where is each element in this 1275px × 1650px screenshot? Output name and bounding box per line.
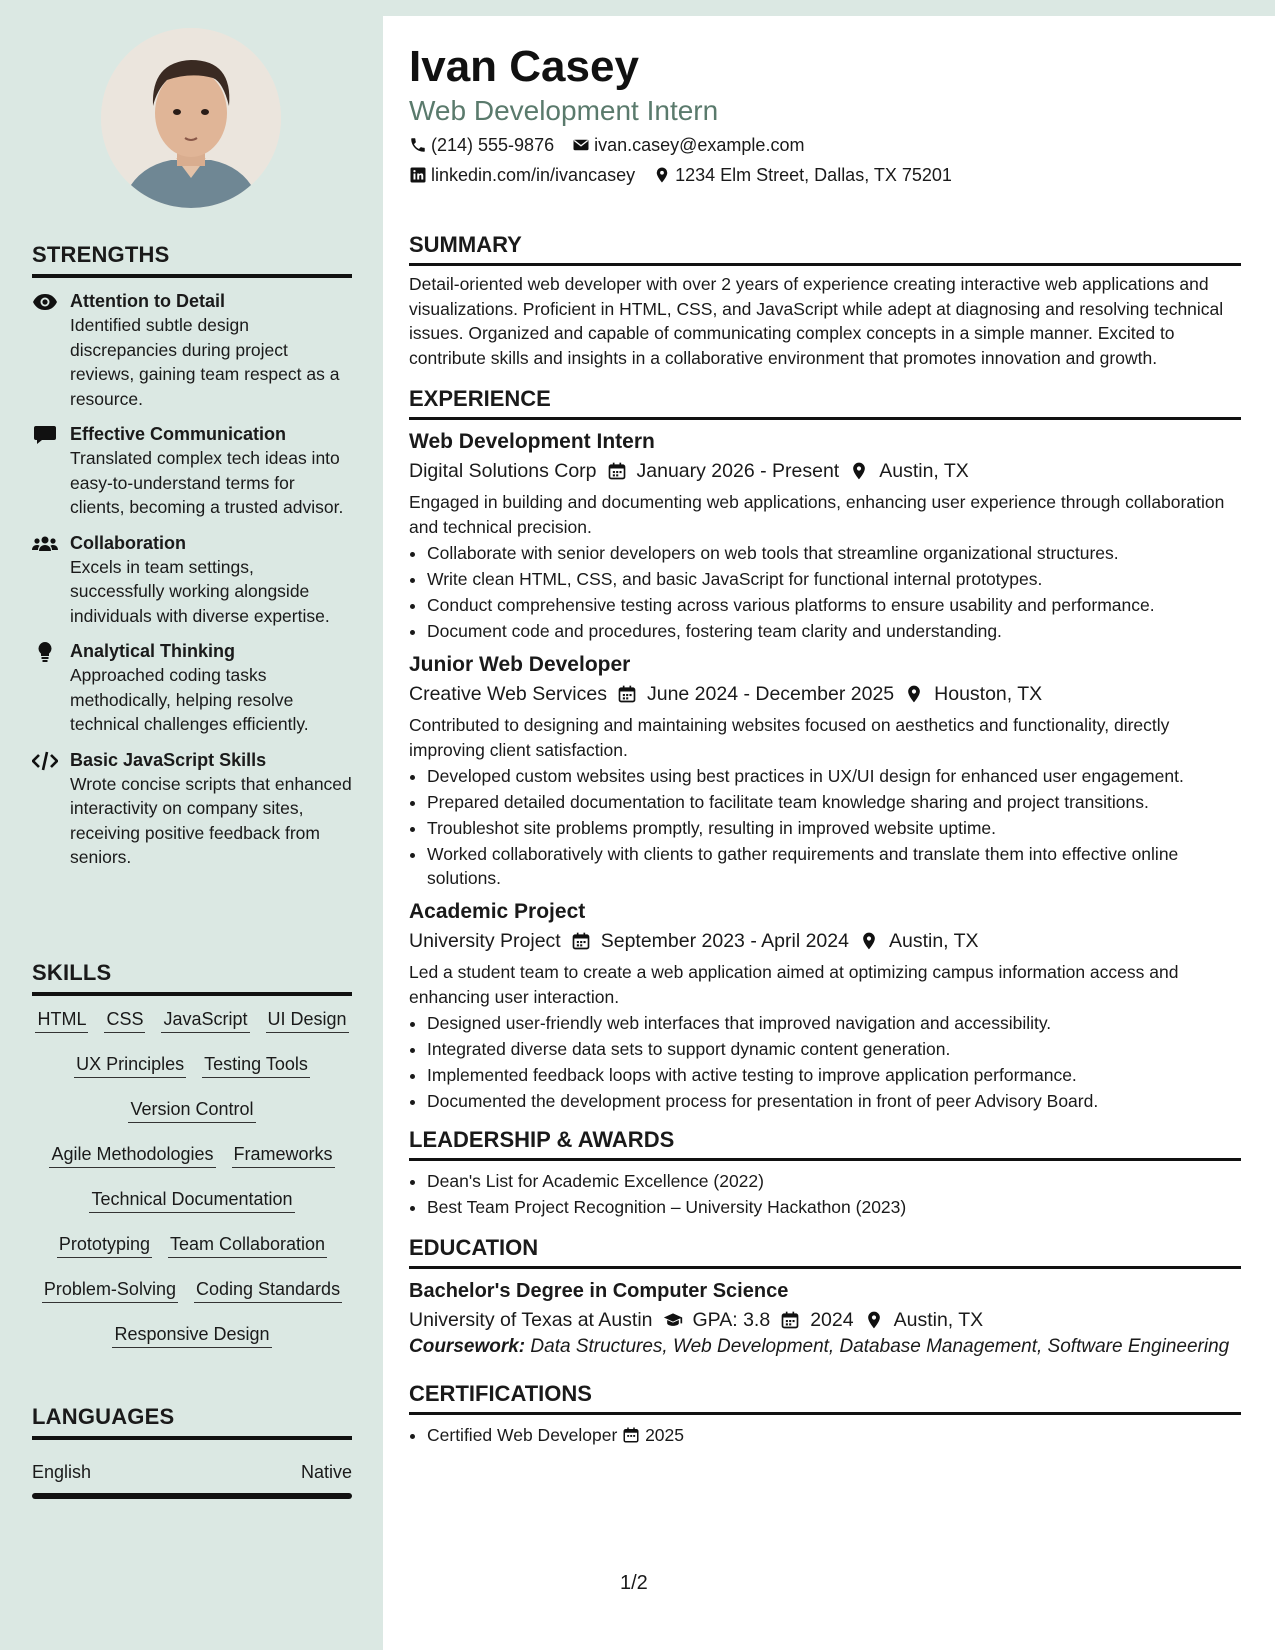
map-pin-icon [653, 166, 671, 184]
strength-desc: Excels in team settings, successfully working alongside individuals with diverse expertise. [70, 556, 330, 626]
job-title: Junior Web Developer [409, 653, 631, 676]
skill-tag: Agile Methodologies [49, 1141, 215, 1168]
eye-icon [32, 292, 58, 312]
job-bullet: • Integrated diverse data sets to support dynamic content generation. [427, 1037, 1241, 1061]
envelope-icon [572, 136, 590, 154]
job-bullet: • Documented the development process for presentation in front of peer Advisory Board. [427, 1089, 1241, 1113]
award-item: • Best Team Project Recognition – University Hackathon (2023) [427, 1195, 1241, 1219]
strength-title: Analytical Thinking [70, 641, 236, 661]
email-item[interactable] [572, 130, 804, 160]
job-meta [409, 679, 1241, 709]
map-pin-icon [849, 461, 869, 481]
job-bullets [409, 541, 1241, 643]
job-bullet: • Worked collaboratively with clients to gather requirements and translate them into effective online solutions. [427, 842, 1241, 890]
skill-tag: HTML [35, 1006, 88, 1033]
language-proficiency-bar [32, 1493, 352, 1499]
job-meta [409, 926, 1241, 956]
strength-item [32, 423, 352, 520]
calendar-icon [622, 1426, 640, 1444]
skill-tag: CSS [104, 1006, 145, 1033]
skill-tag: Testing Tools [202, 1051, 310, 1078]
phone-text: (214) 555-9876 [431, 135, 555, 155]
certification-name: Certified Web Developer [427, 1425, 618, 1445]
education-section [409, 1235, 1241, 1359]
skill-tag: UX Principles [74, 1051, 186, 1078]
job-dates: September 2023 - April 2024 [600, 930, 849, 952]
address-item [653, 160, 952, 190]
job-entry [409, 651, 1241, 890]
strength-item [32, 749, 352, 870]
certifications-list [409, 1423, 1241, 1447]
calendar-icon [607, 461, 627, 481]
leadership-section [409, 1127, 1241, 1219]
calendar-icon [780, 1310, 800, 1330]
skills-section [32, 960, 352, 1366]
leadership-list [409, 1169, 1241, 1219]
map-pin-icon [859, 931, 879, 951]
strength-desc: Approached coding tasks methodically, helping resolve technical challenges efficiently. [70, 665, 309, 734]
calendar-icon [571, 931, 591, 951]
graduation-cap-icon [663, 1310, 683, 1330]
job-bullets [409, 764, 1241, 890]
strength-title: Attention to Detail [70, 291, 225, 311]
job-description: Contributed to designing and maintaining websites focused on aesthetics and functionality, directly improving client satisfaction. [409, 715, 1170, 760]
strengths-title: STRENGTHS [32, 242, 352, 278]
strength-desc: Translated complex tech ideas into easy-to-understand terms for clients, becoming a trusted advisor. [70, 448, 344, 517]
linkedin-item[interactable] [409, 160, 635, 190]
candidate-name: Ivan Casey [409, 42, 639, 91]
code-icon [32, 751, 58, 771]
languages-title: LANGUAGES [32, 1404, 352, 1440]
users-icon [32, 534, 58, 554]
job-entry [409, 428, 1241, 643]
certifications-title: CERTIFICATIONS [409, 1381, 1241, 1415]
contact-row-2 [409, 160, 1241, 190]
strength-title: Effective Communication [70, 424, 287, 444]
job-description: Led a student team to create a web application aimed at optimizing campus information access and enhancing user interaction. [409, 962, 1179, 1007]
skill-row [32, 1141, 352, 1186]
job-bullet: • Prepared detailed documentation to facilitate team knowledge sharing and project transitions. [427, 790, 1241, 814]
summary-title: SUMMARY [409, 232, 1241, 266]
job-title: Academic Project [409, 900, 586, 923]
strength-item [32, 532, 352, 629]
job-bullet: • Designed user-friendly web interfaces that improved navigation and accessibility. [427, 1011, 1241, 1035]
skill-row [32, 1051, 352, 1096]
coursework-text: Data Structures, Web Development, Database Management, Software Engineering [530, 1336, 1230, 1357]
languages-section [32, 1404, 352, 1499]
job-bullet: • Implemented feedback loops with active testing to improve application performance. [427, 1063, 1241, 1087]
skill-row [32, 1231, 352, 1276]
company-name: University Project [409, 930, 561, 952]
job-bullet: • Conduct comprehensive testing across various platforms to ensure usability and performance. [427, 593, 1241, 617]
page-number: 1/2 [620, 1572, 648, 1594]
skill-tag: Frameworks [232, 1141, 335, 1168]
linkedin-text: linkedin.com/in/ivancasey [431, 165, 636, 185]
coursework [409, 1335, 1241, 1359]
calendar-icon [617, 684, 637, 704]
strength-item [32, 290, 352, 411]
address-text: 1234 Elm Street, Dallas, TX 75201 [675, 165, 952, 185]
job-bullets [409, 1011, 1241, 1113]
skills-list [32, 1006, 352, 1366]
skill-tag: UI Design [266, 1006, 349, 1033]
linkedin-icon [409, 166, 427, 184]
award-item: • Dean's List for Academic Excellence (2022) [427, 1169, 1241, 1193]
job-bullet: • Collaborate with senior developers on web tools that streamline organizational structures. [427, 541, 1241, 565]
language-row [32, 1462, 352, 1483]
job-location: Austin, TX [888, 930, 979, 952]
job-bullet: • Write clean HTML, CSS, and basic JavaScript for functional internal prototypes. [427, 567, 1241, 591]
job-title: Web Development Intern [409, 430, 655, 453]
summary-section [409, 232, 1241, 370]
skill-tag: Responsive Design [112, 1321, 271, 1348]
skill-row [32, 1321, 352, 1366]
map-pin-icon [864, 1310, 884, 1330]
gpa-text: GPA: 3.8 [692, 1309, 771, 1331]
strength-desc: Wrote concise scripts that enhanced interactivity on company sites, receiving positive feedback from seniors. [70, 773, 352, 867]
job-dates: June 2024 - December 2025 [646, 683, 895, 705]
skill-tag: Coding Standards [194, 1276, 342, 1303]
job-dates: January 2026 - Present [636, 460, 840, 482]
company-name: Creative Web Services [409, 683, 607, 705]
company-name: Digital Solutions Corp [409, 460, 597, 482]
certifications-section [409, 1381, 1241, 1447]
graduation-year: 2024 [810, 1309, 854, 1331]
strengths-section [32, 242, 352, 870]
language-level: Native [300, 1462, 352, 1482]
summary-text: Detail-oriented web developer with over 2 years of experience creating interactive web applications and visualizations. Proficient in HTML, CSS, and JavaScript while adept at diagnosing and resolving technical issues. Organized and capable of communicating complex concepts in a simple manner. Excited to contribute skills and insights in a collaborative environment that promotes innovation and growth. [409, 274, 1224, 368]
skill-tag: JavaScript [161, 1006, 249, 1033]
job-bullet: • Document code and procedures, fostering team clarity and understanding. [427, 619, 1241, 643]
profile-photo [101, 28, 281, 208]
certification-year: 2025 [645, 1425, 685, 1445]
skill-tag: Problem-Solving [42, 1276, 178, 1303]
sidebar [0, 0, 383, 1650]
strength-title: Basic JavaScript Skills [70, 749, 267, 770]
experience-title: EXPERIENCE [409, 386, 1241, 420]
job-bullet: • Troubleshot site problems promptly, resulting in improved website uptime. [427, 816, 1241, 840]
job-bullet: • Developed custom websites using best practices in UX/UI design for enhanced user engagement. [427, 764, 1241, 788]
skill-row [32, 1006, 352, 1051]
skills-title: SKILLS [32, 960, 352, 996]
phone-icon [409, 136, 427, 154]
school-name: University of Texas at Austin [409, 1309, 653, 1331]
comment-icon [32, 425, 58, 445]
skill-row [32, 1096, 352, 1141]
job-description: Engaged in building and documenting web applications, enhancing user experience through collaboration and technical precision. [409, 492, 1225, 537]
main-content [383, 16, 1275, 1650]
strength-title: Collaboration [70, 532, 186, 553]
job-location: Austin, TX [879, 460, 969, 482]
education-meta [409, 1305, 1241, 1335]
leadership-title: LEADERSHIP & AWARDS [409, 1127, 1241, 1161]
education-title: EDUCATION [409, 1235, 1241, 1269]
phone-item [409, 130, 554, 160]
language-name: English [32, 1462, 92, 1482]
map-pin-icon [904, 684, 924, 704]
strength-item [32, 640, 352, 737]
coursework-label: Coursework: [409, 1336, 526, 1357]
skill-row [32, 1186, 352, 1231]
skill-tag: Technical Documentation [89, 1186, 294, 1213]
education-location: Austin, TX [893, 1309, 984, 1331]
job-entry [409, 898, 1241, 1113]
candidate-role: Web Development Intern [409, 95, 719, 126]
skill-tag: Team Collaboration [168, 1231, 327, 1258]
certification-item [427, 1423, 1241, 1447]
job-meta [409, 456, 1241, 486]
email-text: ivan.casey@example.com [594, 135, 805, 155]
skill-tag: Version Control [128, 1096, 255, 1123]
skill-tag: Prototyping [57, 1231, 152, 1258]
contact-row-1 [409, 130, 1241, 160]
degree-title: Bachelor's Degree in Computer Science [409, 1280, 789, 1302]
lightbulb-icon [32, 642, 58, 662]
strength-desc: Identified subtle design discrepancies during project reviews, gaining team respect as a resource. [70, 315, 340, 409]
job-location: Houston, TX [934, 683, 1043, 705]
experience-section [409, 386, 1241, 1113]
skill-row [32, 1276, 352, 1321]
